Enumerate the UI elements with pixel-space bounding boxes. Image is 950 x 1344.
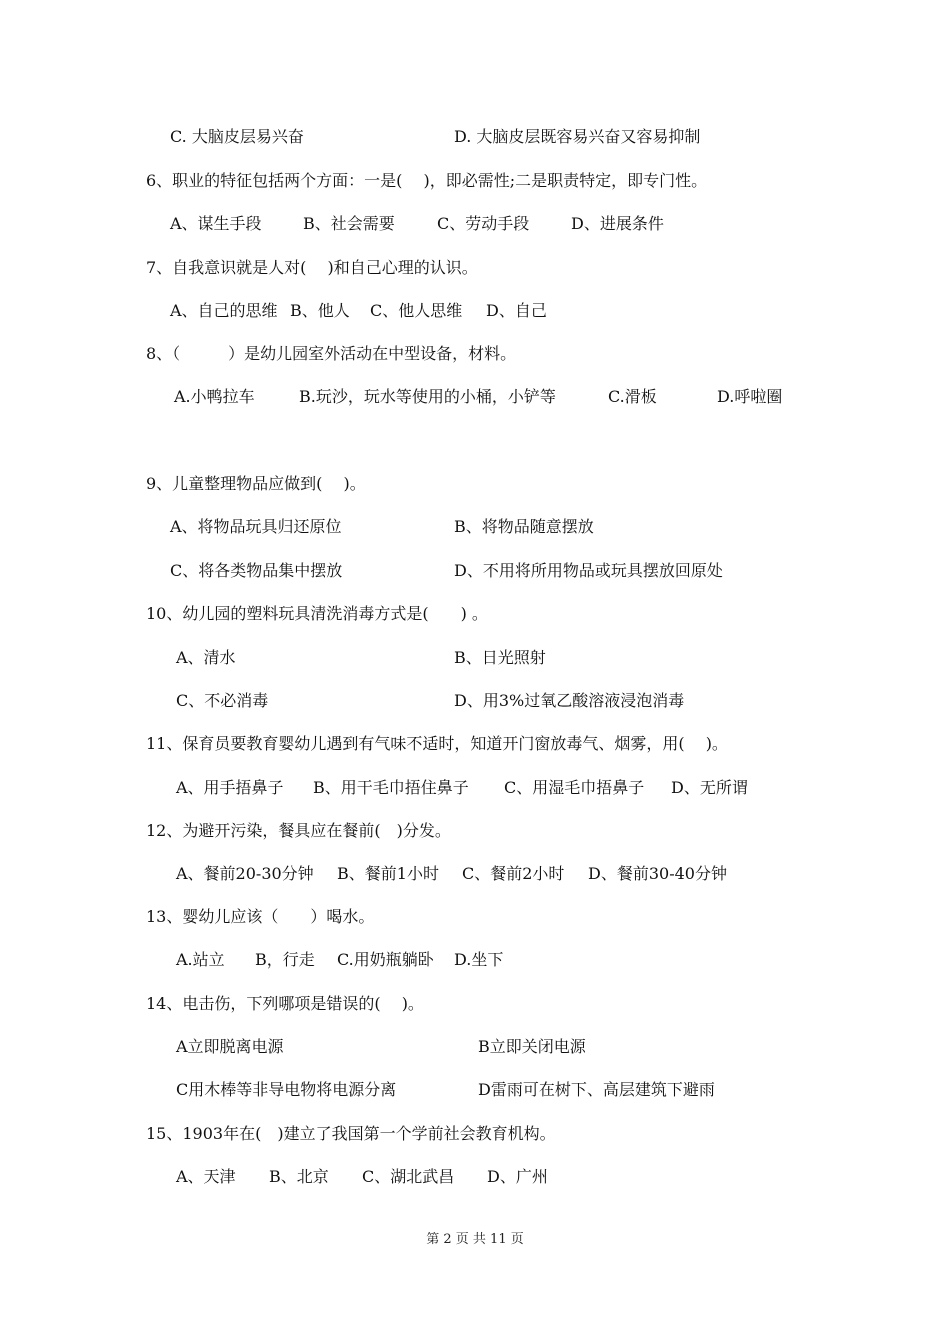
q13-option-b: B，行走 bbox=[255, 950, 315, 969]
q12-option-a: A、餐前20-30分钟 bbox=[176, 864, 314, 883]
q6-option-a: A、谋生手段 bbox=[170, 214, 262, 233]
q12-option-c: C、餐前2小时 bbox=[462, 864, 565, 883]
q8-option-b: B.玩沙，玩水等使用的小桶，小铲等 bbox=[299, 387, 556, 406]
q5-option-c: C. 大脑皮层易兴奋 bbox=[170, 127, 304, 146]
q12-stem: 12、为避开污染，餐具应在餐前( )分发。 bbox=[146, 821, 451, 840]
q9-option-a: A、将物品玩具归还原位 bbox=[170, 517, 342, 536]
q12-option-d: D、餐前30-40分钟 bbox=[588, 864, 727, 883]
q13-option-d: D.坐下 bbox=[454, 950, 504, 969]
q10-stem: 10、幼儿园的塑料玩具清洗消毒方式是( ) 。 bbox=[146, 604, 488, 623]
q11-option-b: B、用干毛巾捂住鼻子 bbox=[313, 778, 469, 797]
q12-option-b: B、餐前1小时 bbox=[337, 864, 439, 883]
q15-option-a: A、天津 bbox=[176, 1167, 236, 1186]
q9-option-c: C、将各类物品集中摆放 bbox=[170, 561, 343, 580]
q7-option-b: B、他人 bbox=[290, 301, 350, 320]
q8-option-a: A.小鸭拉车 bbox=[174, 387, 255, 406]
q10-option-c: C、不必消毒 bbox=[176, 691, 269, 710]
q11-option-a: A、用手捂鼻子 bbox=[176, 778, 284, 797]
q14-option-c: C用木棒等非导电物将电源分离 bbox=[176, 1080, 397, 1099]
q14-option-b: B立即关闭电源 bbox=[478, 1037, 586, 1056]
q6-option-c: C、劳动手段 bbox=[437, 214, 530, 233]
q7-option-c: C、他人思维 bbox=[370, 301, 463, 320]
q11-stem: 11、保育员要教育婴幼儿遇到有气味不适时，知道开门窗放毒气、烟雾，用( )。 bbox=[146, 734, 728, 753]
q7-stem: 7、自我意识就是人对( )和自己心理的认识。 bbox=[146, 258, 478, 277]
q9-stem: 9、儿童整理物品应做到( )。 bbox=[146, 474, 366, 493]
q15-option-d: D、广州 bbox=[487, 1167, 548, 1186]
q9-option-b: B、将物品随意摆放 bbox=[454, 517, 594, 536]
q14-option-d: D雷雨可在树下、高层建筑下避雨 bbox=[478, 1080, 715, 1099]
q11-option-d: D、无所谓 bbox=[671, 778, 748, 797]
q8-stem: 8、（ ）是幼儿园室外活动在中型设备，材料。 bbox=[146, 344, 517, 363]
page-footer: 第 2 页 共 11 页 bbox=[426, 1232, 524, 1247]
q6-option-d: D、进展条件 bbox=[571, 214, 664, 233]
q7-option-d: D、自己 bbox=[486, 301, 547, 320]
q6-stem: 6、职业的特征包括两个方面：一是( )，即必需性;二是职责特定，即专门性。 bbox=[146, 171, 708, 190]
q10-option-b: B、日光照射 bbox=[454, 648, 546, 667]
q10-option-d: D、用3%过氧乙酸溶液浸泡消毒 bbox=[454, 691, 685, 710]
q14-stem: 14、电击伤，下列哪项是错误的( )。 bbox=[146, 994, 424, 1013]
q13-option-c: C.用奶瓶躺卧 bbox=[337, 950, 434, 969]
q6-option-b: B、社会需要 bbox=[303, 214, 395, 233]
q14-option-a: A立即脱离电源 bbox=[176, 1037, 284, 1056]
q5-option-d: D. 大脑皮层既容易兴奋又容易抑制 bbox=[454, 127, 701, 146]
q13-stem: 13、婴幼儿应该（ ）喝水。 bbox=[146, 907, 375, 926]
q15-option-b: B、北京 bbox=[269, 1167, 329, 1186]
q9-option-d: D、不用将所用物品或玩具摆放回原处 bbox=[454, 561, 723, 580]
q7-option-a: A、自己的思维 bbox=[170, 301, 278, 320]
q11-option-c: C、用湿毛巾捂鼻子 bbox=[504, 778, 645, 797]
q13-option-a: A.站立 bbox=[176, 950, 225, 969]
q15-option-c: C、湖北武昌 bbox=[362, 1167, 455, 1186]
q15-stem: 15、1903年在( )建立了我国第一个学前社会教育机构。 bbox=[146, 1124, 556, 1143]
q10-option-a: A、清水 bbox=[176, 648, 236, 667]
q8-option-c: C.滑板 bbox=[608, 387, 657, 406]
q8-option-d: D.呼啦圈 bbox=[717, 387, 783, 406]
